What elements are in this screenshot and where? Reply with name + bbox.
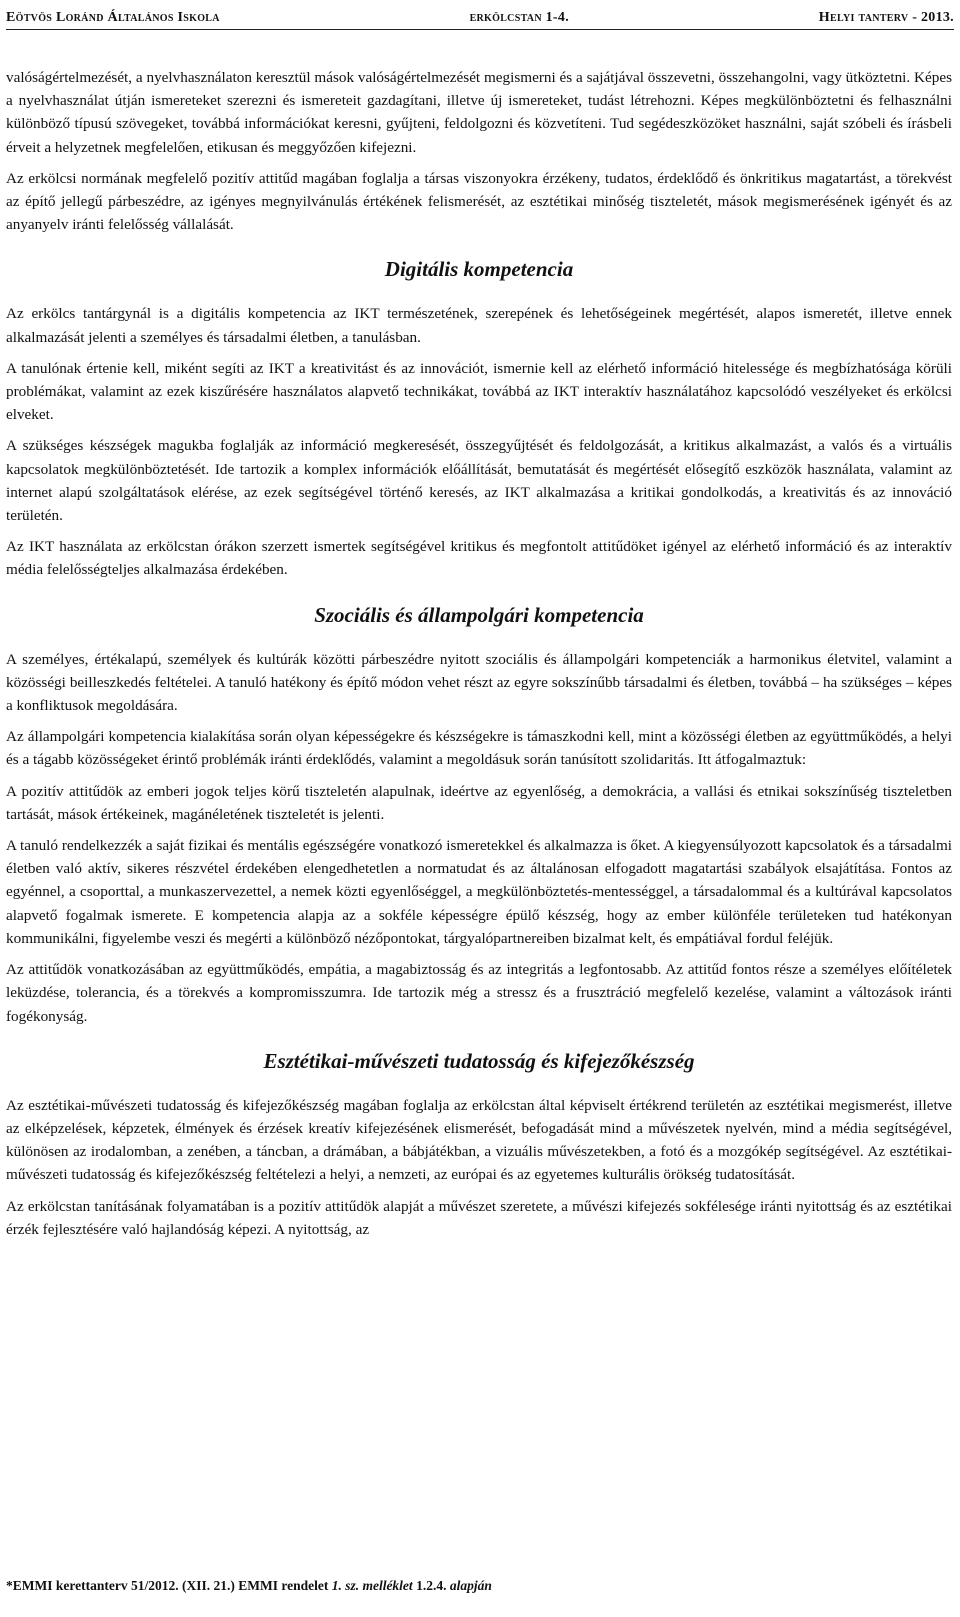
social-paragraph-1: A személyes, értékalapú, személyek és kultúrák közötti párbeszédre nyitott szociális és állampolgári kompetenciák a harmonikus életvitel, valamint a közösségi beilleszkedés feltételei. A tanuló hatékony és építő módon vehet részt az egyre sokszínűbb társadalmi és életben, továbbá – ha szükséges – képes a konfliktusok megoldására.	[6, 650, 952, 715]
intro-paragraph-1: valóságértelmezését, a nyelvhasználaton keresztül mások valóságértelmezését megismerni és a sajátjával összevetni, összehangolni, vagy ütköztetni. Képes a nyelvhasználat útján ismereteket szerezni és ismereteit gazdagítani, illetve új ismereteket, tudást létrehozni. Képes megkülönböztetni és felhasználni különböző típusú szövegeket, továbbá információkat keresni, gyűjteni, feldolgozni és közvetíteni. Tud segédeszközöket használni, saját szóbeli és írásbeli érveit a helyzetnek megfelelően, etikusan és meggyőzően kifejezni.	[6, 69, 952, 156]
footer-source: *EMMI kerettanterv 51/2012. (XII. 21.) EMMI rendelet	[6, 1578, 332, 1593]
document-body	[6, 66, 952, 1249]
social-paragraph-4: A tanuló rendelkezzék a saját fizikai és mentális egészségére vonatkozó ismeretekkel és alkalmazza is őket. A kiegyensúlyozott kapcsolatok és a társadalmi életben való aktív, sikeres részvétel érdekében elengedhetetlen a normatudat és az általánosan elfogadott magatartási szabályok elsajátítása. Fontos az egyénnel, a csoporttal, a munkaszervezettel, a nemek közti egyenlőséggel, a megkülönböztetés-mentességgel, a társadalommal és a kultúrával kapcsolatos alapvető fogalmak ismerete. E kompetencia alapja az a sokféle képességre épülő készség, hogy az ember különféle területeken tud hatékonyan kommunikálni, figyelembe veszi és megérti a különböző nézőpontokat, tárgyalópartnereiben bizalmat kelt, és empátiával fordul feléjük.	[6, 837, 952, 947]
header-subject: erkölcstan 1-4.	[469, 10, 569, 25]
section-title-social: Szociális és állampolgári kompetencia	[314, 602, 644, 627]
section-title-aesthetic: Esztétikai-művészeti tudatosság és kifejezőkészség	[263, 1048, 695, 1073]
digital-paragraph-4: Az IKT használata az erkölcstan órákon szerzett ismertek segítségével kritikus és megfontolt attitűdöket igényel az elérhető információ és az interaktív média felelősségteljes alkalmazása érdekében.	[6, 538, 952, 579]
footer-annex: 1. sz. melléklet	[331, 1578, 413, 1593]
header-curriculum: Helyi tanterv - 2013.	[818, 10, 954, 25]
page-header	[6, 4, 954, 30]
page-footer	[6, 1578, 954, 1594]
intro-paragraph-2: Az erkölcsi normának megfelelő pozitív attitűd magában foglalja a társas viszonyokra érzékeny, tudatos, érdeklődő és önkritikus magatartást, a törekvést az építő jellegű párbeszédre, az igényes megnyilvánulás értékének felismerését, az esztétikai minőség tiszteletét, mások megismerésének igényét és az anyanyelv iránti felelősség vállalását.	[6, 169, 952, 234]
digital-paragraph-2: A tanulónak értenie kell, miként segíti az IKT a kreativitást és az innovációt, ismernie kell az elérhető információ hitelessége és megbízhatósága körüli problémákat, valamint az ezek kiszűrésére használatos alapvető technikákat, továbbá az IKT interaktív használatához kapcsolódó veszélyeket és erkölcsi elveket.	[6, 359, 952, 424]
header-school-name: Eötvös Loránd Általános Iskola	[6, 10, 220, 25]
aesthetic-paragraph-2: Az erkölcstan tanításának folyamatában is a pozitív attitűdök alapját a művészet szeretete, a művészi kifejezés sokfélesége iránti nyitottság és az esztétikai érzék fejlesztésére való hajlandóság képezi. A nyitottság, az	[6, 1197, 952, 1238]
social-paragraph-2: Az állampolgári kompetencia kialakítása során olyan képességekre és készségekre is támaszkodni kell, mint a közösségi életben az együttműködés, a helyi és a tágabb közösségeket érintő problémák iránti érdeklődés, valamint a megoldásuk során tanúsított szolidaritás. Itt átfogalmaztuk:	[6, 728, 952, 769]
digital-paragraph-3: A szükséges készségek magukba foglalják az információ megkeresését, összegyűjtését és feldolgozását, a kritikus alkalmazást, a valós és a virtuális kapcsolatok megkülönböztetését. Ide tartozik a komplex információk előállítását, bemutatását és megértését elősegítő eszközök használata, valamint az internet alapú szolgáltatások elérése, az ezek segítségével történő keresés, az IKT alkalmazása a kritikai gondolkodás, a kreativitás és az innováció területén.	[6, 437, 952, 525]
social-paragraph-5: Az attitűdök vonatkozásában az együttműködés, empátia, a magabiztosság és az integritás a legfontosabb. Az attitűd fontos része a személyes előítéletek leküzdése, tolerancia, és a törekvés a kompromisszumra. Ide tartozik még a stressz és a frusztráció megfelelő kezelése, valamint a változások iránti fogékonyság.	[6, 961, 952, 1025]
aesthetic-paragraph-1: Az esztétikai-művészeti tudatosság és kifejezőkészség magában foglalja az erkölcstan által képviselt értékrend területén az esztétikai megismerést, illetve az elképzelések, képzetek, élmények és érzések kreatív kifejezésének elismerését, befogadását mind a művészetek nyelvén, mind a média segítségével, különösen az irodalomban, a zenében, a táncban, a drámában, a bábjátékban, a vizuális művészetekben, a fotó és a mozgókép segítségével. Az esztétikai-művészeti tudatosság és kifejezőkészség feltételezi a helyi, a nemzeti, az európai és az egyetemes kulturális örökség tudatosítását.	[6, 1096, 952, 1184]
digital-paragraph-1: Az erkölcs tantárgynál is a digitális kompetencia az IKT természetének, szerepének és lehetőségeinek megértését, alapos ismeretét, illetve ennek alkalmazását jelenti a személyes és társadalmi életben, a tanulásban.	[6, 305, 952, 346]
section-title-digital: Digitális kompetencia	[384, 257, 574, 282]
social-paragraph-3: A pozitív attitűdök az emberi jogok teljes körű tiszteletén alapulnak, ideértve az egyenlőség, a demokrácia, a vallási és etnikai sokszínűség tiszteletben tartását, mások értékeinek, magánéletének tiszteletét is jelenti.	[6, 782, 952, 823]
footer-section: 1.2.4.	[412, 1578, 450, 1593]
footer-basis: alapján	[449, 1578, 492, 1593]
